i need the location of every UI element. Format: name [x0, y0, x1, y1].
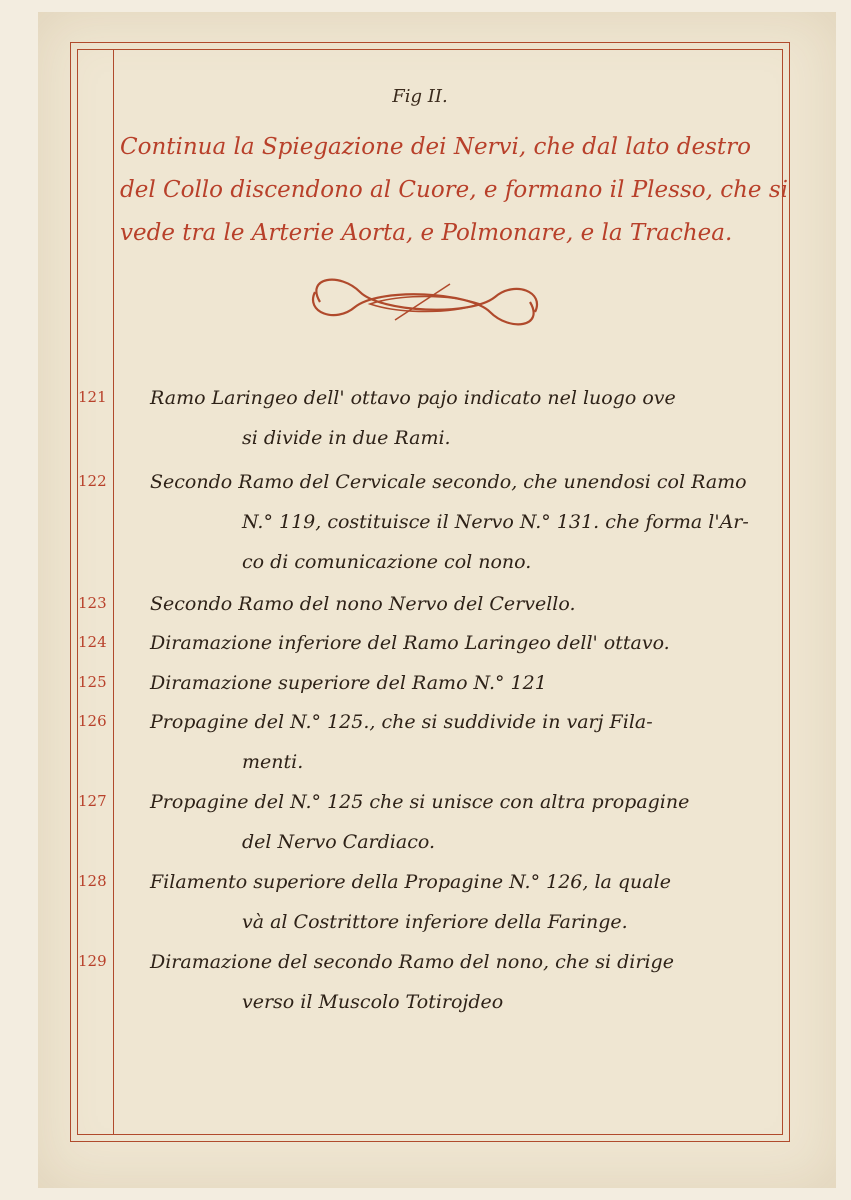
margin-rule: [113, 49, 114, 1135]
entry-text: [150, 663, 770, 703]
entry-line: Secondo Ramo del nono Nervo del Cervello.: [150, 593, 576, 615]
title-line: del Collo discendono al Cuore, e formano il Plesso, che si: [120, 177, 788, 203]
entry-line: Secondo Ramo del Cervicale secondo, che unendosi col Ramo: [150, 471, 747, 493]
figure-label: Fig II.: [392, 86, 448, 107]
flourish-ornament: [300, 272, 550, 332]
entry-text: [150, 462, 770, 582]
entry-text: [150, 702, 770, 782]
entry-line: del Nervo Cardiaco.: [242, 831, 435, 853]
entry-line: Ramo Laringeo dell' ottavo pajo indicato nel luogo ove: [150, 387, 676, 409]
entry-line: Diramazione del secondo Ramo del nono, che si dirige: [150, 951, 674, 973]
entry-line: và al Costrittore inferiore della Faringe.: [242, 911, 628, 933]
entry-line: verso il Muscolo Totirojdeo: [242, 991, 504, 1013]
entry-line: menti.: [242, 751, 304, 773]
entry-line: Diramazione superiore del Ramo N.° 121: [150, 672, 547, 694]
entry-text: [150, 584, 770, 624]
entry-line: N.° 119, costituisce il Nervo N.° 131. che forma l'Ar-: [242, 511, 749, 533]
entry-line: Diramazione inferiore del Ramo Laringeo dell' ottavo.: [150, 632, 670, 654]
entry-text: [150, 942, 770, 1022]
entry-number: 128: [78, 872, 107, 890]
entry-line: Filamento superiore della Propagine N.° 126, la quale: [150, 871, 671, 893]
entry-number: 122: [78, 472, 107, 490]
entry-number: 123: [78, 594, 107, 612]
entry-line: Propagine del N.° 125 che si unisce con altra propagine: [150, 791, 690, 813]
title-line: vede tra le Arterie Aorta, e Polmonare, e la Trachea.: [120, 220, 733, 246]
entry-number: 125: [78, 673, 107, 691]
page-title: [120, 126, 788, 255]
entry-number: 129: [78, 952, 107, 970]
entry-text: [150, 378, 770, 458]
entry-line: Propagine del N.° 125., che si suddivide in varj Fila-: [150, 711, 653, 733]
entry-text: [150, 623, 770, 663]
entry-text: [150, 862, 770, 942]
title-line: Continua la Spiegazione dei Nervi, che dal lato destro: [120, 134, 751, 160]
entry-text: [150, 782, 770, 862]
entry-number: 126: [78, 712, 107, 730]
entry-number: 121: [78, 388, 107, 406]
entry-number: 127: [78, 792, 107, 810]
entry-line: co di comunicazione col nono.: [242, 551, 532, 573]
entry-line: si divide in due Rami.: [242, 427, 451, 449]
entry-number: 124: [78, 633, 107, 651]
